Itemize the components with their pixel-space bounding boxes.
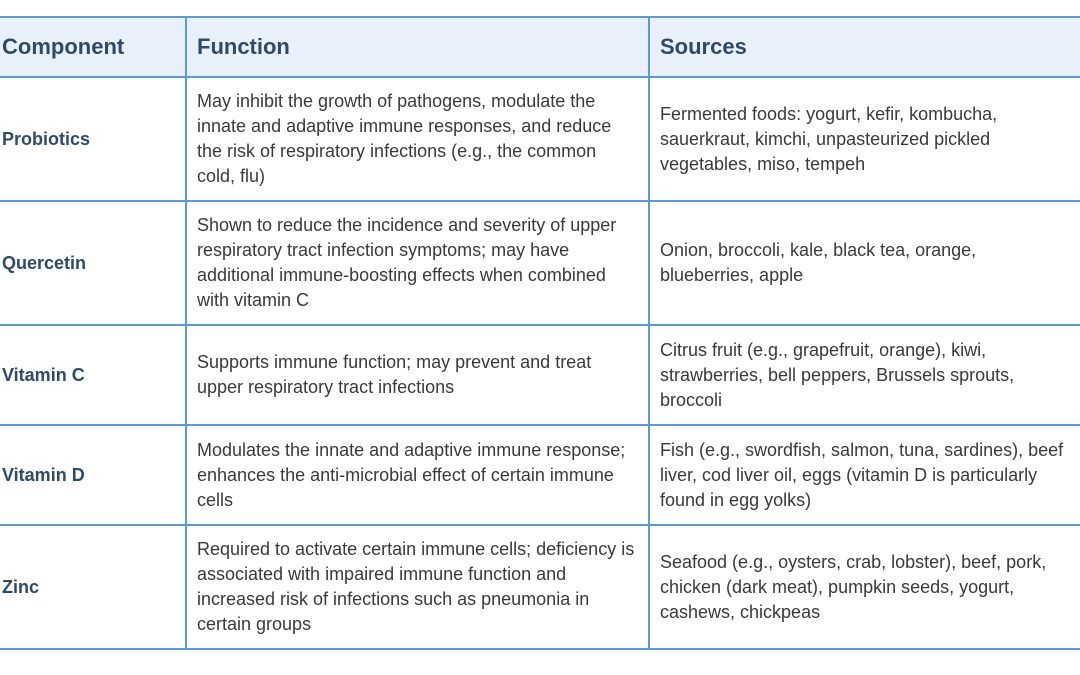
- immune-components-table: [0, 16, 1080, 650]
- header-component: Component: [0, 17, 186, 77]
- table-header: [0, 17, 1080, 77]
- function-cell: Modulates the innate and adaptive immune response; enhances the anti-microbial effect of certain immune cells: [186, 425, 649, 525]
- function-cell: Supports immune function; may prevent and treat upper respiratory tract infections: [186, 325, 649, 425]
- component-cell: Vitamin C: [0, 325, 186, 425]
- table-row: [0, 325, 1080, 425]
- sources-cell: Onion, broccoli, kale, black tea, orange, blueberries, apple: [649, 201, 1080, 325]
- function-cell: May inhibit the growth of pathogens, modulate the innate and adaptive immune responses, and reduce the risk of respiratory infections (e.g., the common cold, flu): [186, 77, 649, 201]
- sources-cell: Seafood (e.g., oysters, crab, lobster), beef, pork, chicken (dark meat), pumpkin seeds, yogurt, cashews, chickpeas: [649, 525, 1080, 649]
- header-function: Function: [186, 17, 649, 77]
- function-cell: Required to activate certain immune cells; deficiency is associated with impaired immune function and increased risk of infections such as pneumonia in certain groups: [186, 525, 649, 649]
- component-cell: Probiotics: [0, 77, 186, 201]
- function-cell: Shown to reduce the incidence and severity of upper respiratory tract infection symptoms; may have additional immune-boosting effects when combined with vitamin C: [186, 201, 649, 325]
- table-row: [0, 77, 1080, 201]
- sources-cell: Fish (e.g., swordfish, salmon, tuna, sardines), beef liver, cod liver oil, eggs (vitamin D is particularly found in egg yolks): [649, 425, 1080, 525]
- component-cell: Quercetin: [0, 201, 186, 325]
- sources-cell: Citrus fruit (e.g., grapefruit, orange), kiwi, strawberries, bell peppers, Brussels sprouts, broccoli: [649, 325, 1080, 425]
- header-sources: Sources: [649, 17, 1080, 77]
- header-row: [0, 17, 1080, 77]
- sources-cell: Fermented foods: yogurt, kefir, kombucha, sauerkraut, kimchi, unpasteurized pickled vegetables, miso, tempeh: [649, 77, 1080, 201]
- table-row: [0, 201, 1080, 325]
- table-body: [0, 77, 1080, 649]
- component-cell: Vitamin D: [0, 425, 186, 525]
- component-cell: Zinc: [0, 525, 186, 649]
- table-row: [0, 525, 1080, 649]
- table-row: [0, 425, 1080, 525]
- immune-components-table-container: [0, 16, 1080, 650]
